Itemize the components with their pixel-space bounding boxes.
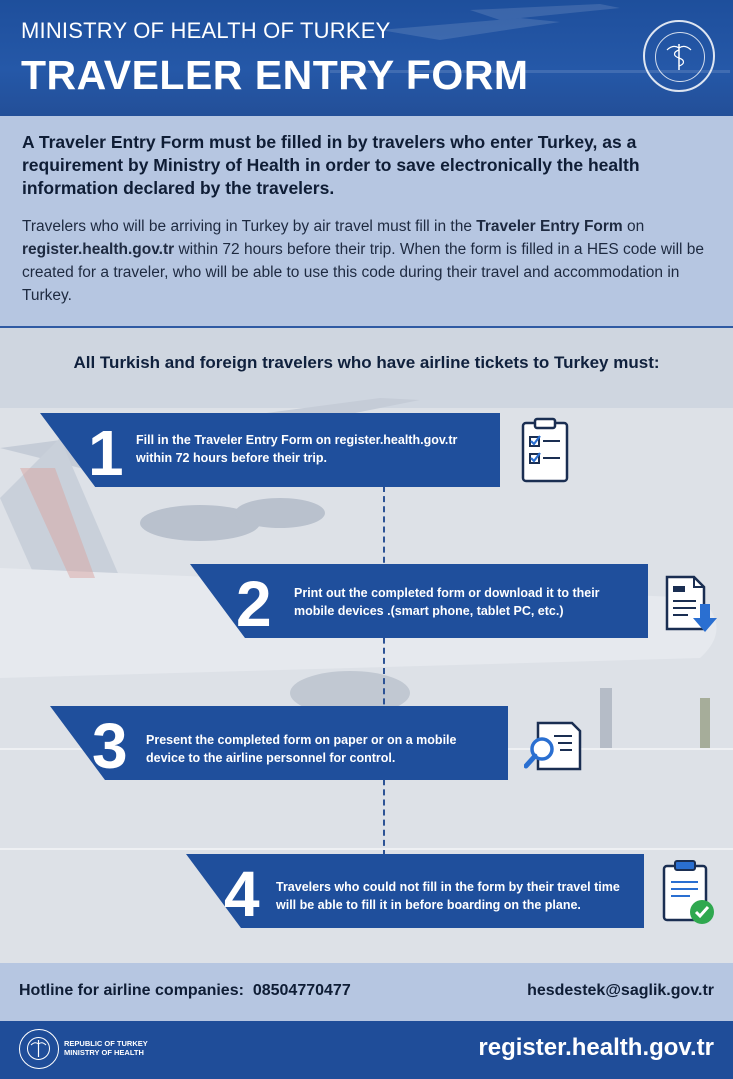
register-url-emphasis: register.health.gov.tr xyxy=(22,241,175,258)
page-title: TRAVELER ENTRY FORM xyxy=(21,52,529,98)
intro-body-text: Travelers who will be arriving in Turkey by air travel must fill in the Traveler Entry Form on register.health.gov.tr within 72 hours before their trip. When the form is filled in a HES code will be created for a traveler, who will be able to use this code during their travel and accommodation in Turkey. xyxy=(22,218,705,304)
step-number: 2 xyxy=(236,568,272,640)
steps-heading: All Turkish and foreign travelers who have airline tickets to Turkey must: xyxy=(73,353,660,372)
step-text: Fill in the Traveler Entry Form on register.health.gov.tr within 72 hours before their trip. xyxy=(136,433,458,465)
step-4 xyxy=(186,854,644,928)
step-text: Present the completed form on paper or on a mobile device to the airline personnel for control. xyxy=(146,733,457,765)
clipboard-check-badge-icon xyxy=(660,858,718,931)
bottom-bar xyxy=(0,1021,733,1079)
step-text: Print out the completed form or download it to their mobile devices .(smart phone, tablet PC, etc.) xyxy=(294,586,600,618)
step-3 xyxy=(50,706,508,780)
header-banner xyxy=(0,0,733,116)
step-number: 1 xyxy=(88,417,124,489)
republic-label: REPUBLIC OF TURKEY MINISTRY OF HEALTH xyxy=(64,1039,148,1057)
hotline-label: Hotline for airline companies: xyxy=(19,982,244,999)
intro-section xyxy=(0,116,733,326)
ministry-seal-small-logo xyxy=(19,1029,59,1069)
document-download-icon xyxy=(664,574,720,641)
register-url-link[interactable]: register.health.gov.tr xyxy=(478,1034,714,1061)
support-email[interactable]: hesdestek@saglik.gov.tr xyxy=(527,982,714,999)
step-2 xyxy=(190,564,648,638)
ministry-seal-logo xyxy=(643,20,715,92)
step-number: 4 xyxy=(224,858,260,930)
hotline-number[interactable]: 08504770477 xyxy=(252,982,351,999)
clipboard-checklist-icon xyxy=(520,417,570,488)
step-number: 3 xyxy=(92,710,128,782)
step-1 xyxy=(40,413,500,487)
document-magnifier-icon xyxy=(524,720,584,777)
contact-bar xyxy=(0,963,733,1021)
step-text: Travelers who could not fill in the form by their travel time will be able to fill it in before boarding on the plane. xyxy=(276,880,620,912)
ministry-name: MINISTRY OF HEALTH OF TURKEY xyxy=(21,18,391,43)
traveler-entry-form-emphasis: Traveler Entry Form xyxy=(476,218,623,235)
hotline-text xyxy=(19,982,351,1000)
intro-lead-text: A Traveler Entry Form must be filled in by travelers who enter Turkey, as a requirement by Ministry of Health in order to save electronically the health information declared by the travelers. xyxy=(22,132,640,198)
steps-connector-line xyxy=(383,486,385,856)
